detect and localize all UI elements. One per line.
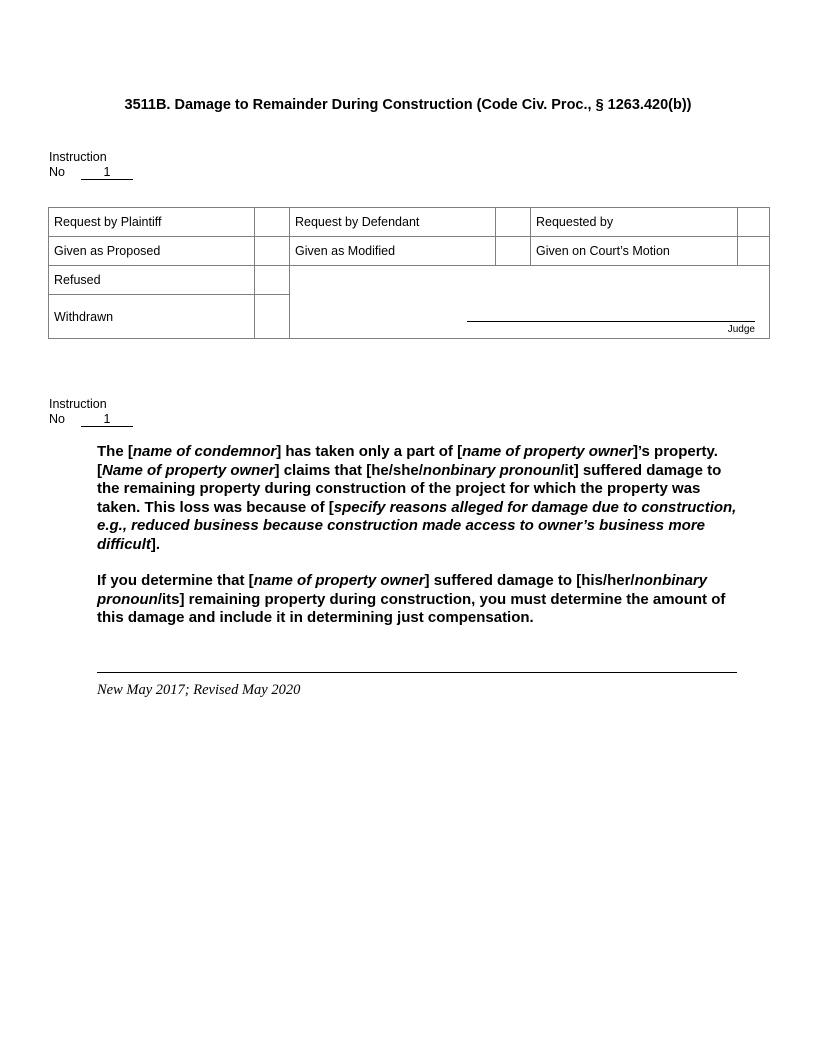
- text-segment: ] claims that [he/she/: [274, 461, 423, 479]
- judge-signature-area: [290, 266, 770, 339]
- placeholder-text: nonbinary pronoun: [422, 461, 561, 479]
- text-segment: ].: [150, 535, 161, 553]
- request-by-plaintiff-checkbox[interactable]: [255, 208, 290, 237]
- placeholder-text: name of condemnor: [132, 443, 277, 460]
- judge-label: Judge: [727, 324, 755, 335]
- withdrawn-label: Withdrawn: [49, 295, 255, 339]
- instruction-number: 1: [81, 413, 133, 427]
- judge-signature-line[interactable]: [467, 321, 755, 322]
- given-on-courts-motion-label: Given on Court’s Motion: [531, 237, 738, 266]
- given-as-modified-label: Given as Modified: [290, 237, 496, 266]
- refused-checkbox[interactable]: [255, 266, 290, 295]
- revision-history: New May 2017; Revised May 2020: [97, 682, 301, 698]
- request-by-defendant-checkbox[interactable]: [496, 208, 531, 237]
- text-segment: ] suffered damage to [his/her/: [424, 572, 635, 589]
- placeholder-text: name of property owner: [462, 443, 633, 460]
- instruction-no-label: No: [49, 164, 65, 179]
- text-segment: ] has taken only a part of [: [276, 443, 463, 460]
- placeholder-text: name of property owner: [253, 572, 425, 589]
- text-segment: If you determine that [: [97, 572, 254, 589]
- text-segment: /it] suffered damage to the remaining property during construction of the project for which the property was taken. This loss was because of [: [97, 461, 722, 516]
- given-on-courts-motion-checkbox[interactable]: [738, 237, 770, 266]
- instruction-body: [97, 443, 742, 646]
- requested-by-label: Requested by: [531, 208, 738, 237]
- given-as-modified-checkbox[interactable]: [496, 237, 531, 266]
- request-by-defendant-label: Request by Defendant: [290, 208, 496, 237]
- divider: [97, 672, 737, 673]
- instruction-number-block-top: [49, 150, 133, 180]
- withdrawn-checkbox[interactable]: [255, 295, 290, 339]
- instruction-number: 1: [81, 166, 133, 180]
- instruction-number-block-bottom: [49, 397, 133, 427]
- text-segment: ]’s property. [: [97, 443, 718, 479]
- instruction-label: Instruction: [49, 150, 107, 164]
- refused-label: Refused: [49, 266, 255, 295]
- instruction-label: Instruction: [49, 397, 107, 411]
- instruction-paragraph-1: [97, 443, 742, 554]
- text-segment: /its] remaining property during construction, you must determine the amount of this damage and include it in determining just compensation.: [97, 590, 726, 626]
- instruction-paragraph-2: [97, 572, 742, 628]
- given-as-proposed-label: Given as Proposed: [49, 237, 255, 266]
- text-segment: The [: [97, 443, 133, 460]
- page-title: 3511B. Damage to Remainder During Construction (Code Civ. Proc., § 1263.420(b)): [124, 97, 692, 113]
- placeholder-text: Name of property owner: [102, 461, 275, 479]
- placeholder-text: nonbinary pronoun: [97, 572, 708, 608]
- requested-by-checkbox[interactable]: [738, 208, 770, 237]
- given-as-proposed-checkbox[interactable]: [255, 237, 290, 266]
- placeholder-text: specify reasons alleged for damage due to construction, e.g., reduced business because construction made access to owner’s business more difficult: [97, 498, 737, 553]
- request-by-plaintiff-label: Request by Plaintiff: [49, 208, 255, 237]
- instruction-no-label: No: [49, 411, 65, 426]
- request-status-table: [48, 207, 769, 339]
